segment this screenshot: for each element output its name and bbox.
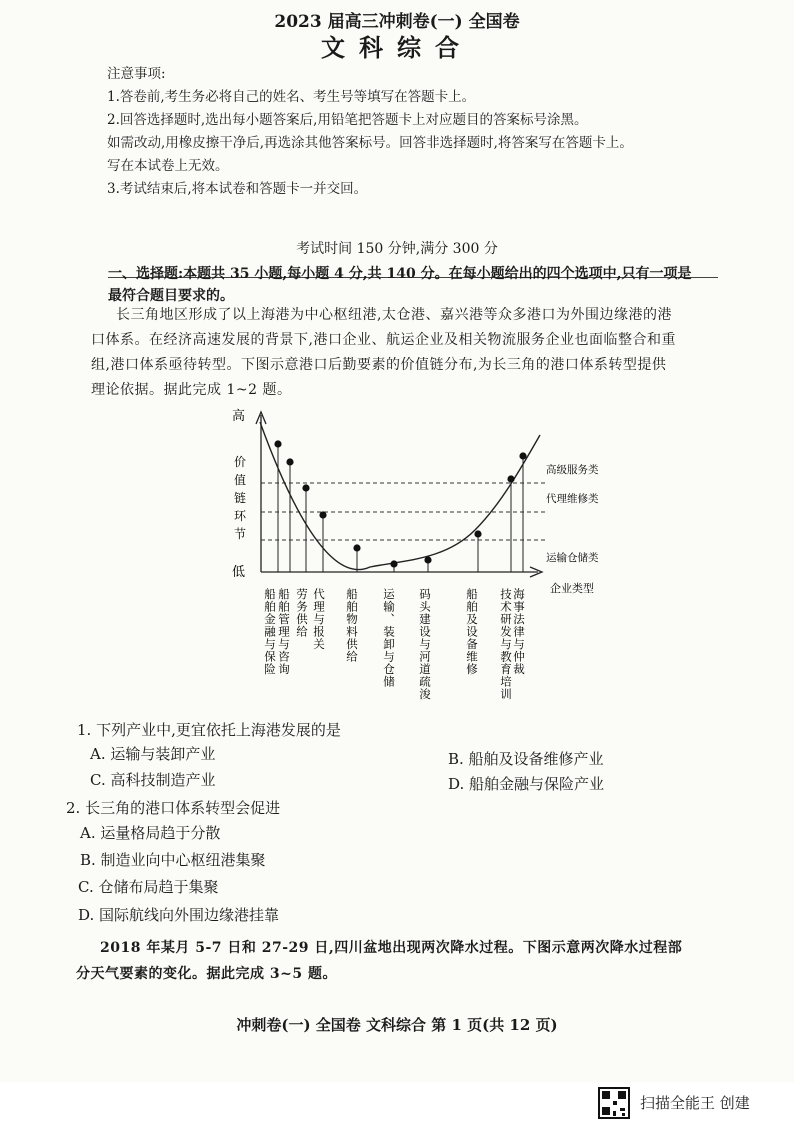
y-axis-title-char: 链 xyxy=(234,491,247,505)
question-option: B. 船舶及设备维修产业 xyxy=(448,750,604,768)
passage-line: 长三角地区形成了以上海港为中心枢纽港,太仓港、嘉兴港等众多港口为外围边缘港的港 xyxy=(116,307,672,323)
question-option: B. 制造业向中心枢纽港集聚 xyxy=(80,851,266,869)
section-instruction: 最符合题目要求的。 xyxy=(108,288,234,304)
notice-line: 3.考试结束后,将本试卷和答题卡一并交回。 xyxy=(107,181,368,197)
category-point xyxy=(319,511,326,518)
category-point xyxy=(424,556,431,563)
subject-title: 文科综合 xyxy=(321,33,473,62)
passage-line: 组,港口体系亟待转型。下图示意港口后勤要素的价值链分布,为长三角的港口体系转型提供 xyxy=(91,357,667,373)
y-axis-title-char: 节 xyxy=(234,527,247,541)
question-option: D. 船舶金融与保险产业 xyxy=(448,775,605,793)
exam-title: 2023 届高三冲刺卷(一) 全国卷 xyxy=(274,12,520,32)
level-label: 代理维修类 xyxy=(546,493,599,505)
scanner-watermark xyxy=(598,1082,794,1124)
y-axis-title-char: 环 xyxy=(234,509,247,523)
category-point xyxy=(474,530,481,537)
level-label: 运输仓储类 xyxy=(546,552,599,564)
passage-line: 分天气要素的变化。据此完成 3~5 题。 xyxy=(76,966,337,982)
category-label: 船舶管理与咨询 xyxy=(277,588,291,676)
notice-line: 如需改动,用橡皮擦干净后,再选涂其他答案标号。回答非选择题时,将答案写在答题卡上。 xyxy=(107,135,633,151)
category-label: 船舶及设备维修 xyxy=(465,588,479,676)
question-option: C. 高科技制造产业 xyxy=(90,771,216,789)
y-axis-high-label: 高 xyxy=(232,409,246,424)
question-option: D. 国际航线向外围边缘港挂靠 xyxy=(78,906,280,924)
level-label: 高级服务类 xyxy=(546,464,599,476)
question-option: A. 运输与装卸产业 xyxy=(90,745,216,763)
y-axis-low-label: 低 xyxy=(232,565,246,580)
question-option: C. 仓储布局趋于集聚 xyxy=(78,878,219,896)
category-label: 代理与报关 xyxy=(312,588,326,651)
value-chain-curve xyxy=(260,422,540,570)
category-label: 码头建设与河道疏浚 xyxy=(418,588,432,701)
category-label: 船舶物料供给 xyxy=(345,588,359,663)
question-stem: 2. 长三角的港口体系转型会促进 xyxy=(66,799,281,817)
question-stem: 1. 下列产业中,更宜依托上海港发展的是 xyxy=(77,721,341,739)
value-chain-figure xyxy=(220,400,620,720)
category-point xyxy=(274,440,281,447)
category-point xyxy=(302,484,309,491)
notice-line: 写在本试卷上无效。 xyxy=(107,158,229,174)
exam-time-info: 考试时间 150 分钟,满分 300 分 xyxy=(296,241,498,257)
page-footer: 冲刺卷(一) 全国卷 文科综合 第 1 页(共 12 页) xyxy=(236,1016,558,1034)
passage-line: 2018 年某月 5-7 日和 27-29 日,四川盆地出现两次降水过程。下图示意两次降水过程部 xyxy=(100,940,683,956)
notice-line: 2.回答选择题时,选出每小题答案后,用铅笔把答题卡上对应题目的答案标号涂黑。 xyxy=(107,112,588,128)
passage-line: 口体系。在经济高速发展的背景下,港口企业、航运企业及相关物流服务企业也面临整合和重 xyxy=(91,332,676,348)
category-label: 船舶金融与保险 xyxy=(263,588,277,676)
notice-line: 1.答卷前,考生务必将自己的姓名、考生号等填写在答题卡上。 xyxy=(107,89,476,105)
category-point xyxy=(353,544,360,551)
category-point xyxy=(390,560,397,567)
qr-code-icon xyxy=(598,1087,630,1119)
question-option: A. 运量格局趋于分散 xyxy=(80,824,221,842)
category-point xyxy=(507,475,514,482)
category-label: 海事法律与仲裁 xyxy=(512,588,526,676)
x-axis-title: 企业类型 xyxy=(550,582,594,595)
notice-heading: 注意事项: xyxy=(107,66,166,82)
category-label: 运输、装卸与仓储 xyxy=(382,588,396,688)
category-label: 劳务供给 xyxy=(295,588,309,638)
y-axis-title-char: 值 xyxy=(234,473,247,487)
category-point xyxy=(519,452,526,459)
scanner-brand-label: 扫描全能王 创建 xyxy=(640,1094,750,1112)
category-label: 技术研发与教育培训 xyxy=(499,588,513,701)
passage-line: 理论依据。据此完成 1~2 题。 xyxy=(91,382,292,398)
y-axis-title-char: 价 xyxy=(234,455,247,469)
category-point xyxy=(286,458,293,465)
section-instruction: 一、选择题:本题共 35 小题,每小题 4 分,共 140 分。在每小题给出的四个选项中,只有一项是 xyxy=(108,266,692,282)
